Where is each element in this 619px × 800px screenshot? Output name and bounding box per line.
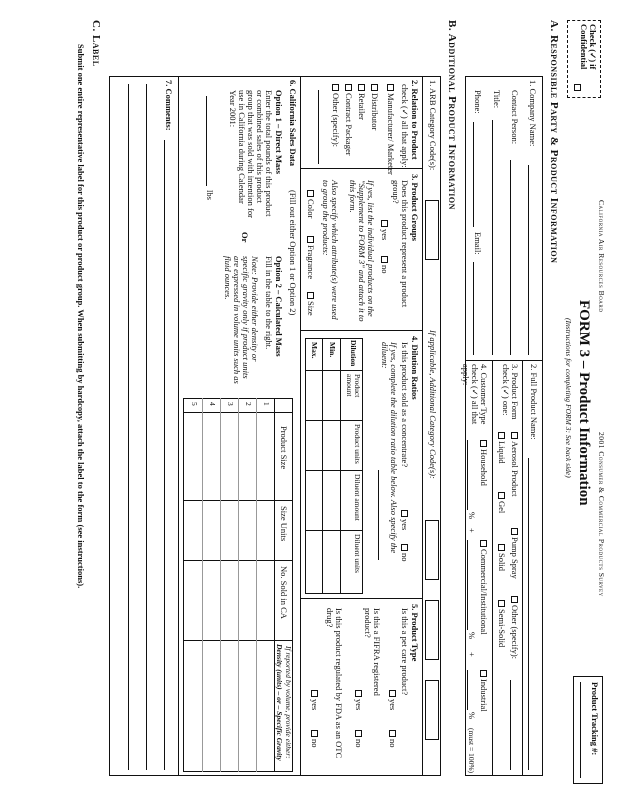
retailer-checkbox[interactable] [358,84,365,91]
dilution-title: 4. Dilution Ratios [410,336,420,400]
solid-checkbox[interactable] [498,544,505,551]
groups-yes[interactable] [380,220,389,240]
customer-type-label: 4. Customer Type check (✓) all that apply: [461,364,489,425]
attr-size[interactable] [306,292,315,316]
manufacturer-text: Manufacturer/ Marketer [386,93,396,175]
industrial-text: Industrial [479,679,489,712]
dilution-yes[interactable] [400,510,409,530]
form-other[interactable] [510,596,519,659]
form-aerosol[interactable] [510,432,519,496]
manufacturer-checkbox[interactable] [387,84,394,91]
dilution-no-checkbox[interactable] [401,544,408,551]
fda-yes-text: yes [310,699,320,711]
dil-row-min: Min. [328,342,337,358]
groups-title: 3. Product Groups [410,174,420,241]
groups-no-text: no [380,265,390,274]
title-field[interactable] [492,120,493,355]
color-text: Color [306,199,316,219]
additional-code-field-3[interactable] [425,680,439,740]
industrial-checkbox[interactable] [480,670,487,677]
size-text: Size [306,301,316,316]
attr-color[interactable] [306,190,315,218]
ptype-q3-no[interactable] [310,730,319,748]
additional-code-field-2[interactable] [425,600,439,660]
phone-label: Phone: [473,90,483,114]
sales-sub: (Fill out either Option 1 or Option 2) [288,190,298,316]
comments-field[interactable] [164,140,165,770]
additional-code-field-1[interactable] [425,520,439,580]
pet-no-checkbox[interactable] [389,730,396,737]
fifra-no-text: no [354,739,364,748]
email-label: Email: [473,232,483,255]
aerosol-text: Aerosol Product [510,441,520,497]
header-survey: 2001 Consumer & Commercial Products Survey [597,432,606,597]
row-1: 1 [262,402,271,406]
dilution-no-text: no [400,553,410,562]
groups-note2: Also specify which attribute(s) were used to group the products: [321,180,340,320]
household-pct: % [467,512,477,520]
groups-no-checkbox[interactable] [381,256,388,263]
relation-other-field[interactable] [318,90,319,164]
primary-code-field[interactable] [425,200,439,260]
sales-title: 6. California Sales Data [288,80,298,166]
confidential-checkbox[interactable] [574,84,581,91]
opt1-lbs-field[interactable] [206,96,207,186]
commercial-pct-field[interactable] [467,540,468,630]
form-instructions: (Instructions for completing FORM 3: See back side) [564,318,573,478]
commercial-pct: % [467,632,477,640]
packager-text: Contract Packager [344,93,354,156]
phone-field[interactable] [473,122,474,227]
aerosol-checkbox[interactable] [511,432,518,439]
section-a-title: A. Responsible Party & Product Information [548,20,560,264]
form-pump[interactable] [510,528,519,579]
dil-row-max: Max. [310,342,319,359]
form-gel[interactable] [497,492,506,513]
row-2: 2 [244,402,253,406]
solid-text: Solid [497,553,507,571]
distributor-text: Distributor [370,93,380,131]
cust-household[interactable] [479,440,488,486]
fifra-yes-checkbox[interactable] [355,690,362,697]
semisolid-checkbox[interactable] [498,600,505,607]
company-name-label: 1. Company Name: [528,80,538,147]
size-checkbox[interactable] [307,292,314,299]
ptype-q1-yes[interactable] [388,690,397,710]
pump-checkbox[interactable] [511,528,518,535]
ptype-q1: Is this a pet care product? [400,608,410,696]
dil-header-prod-units: Product units [353,424,362,464]
household-text: Household [479,449,489,486]
pump-text: Pump Spray [510,537,520,579]
relation-sub: check (✓) all that apply: [400,84,410,168]
attr-fragrance[interactable] [306,236,315,279]
opt2-note: Note: Provide either density or specific gravity only if product units are expressed in volume units such as fluid ounces. [223,256,260,384]
dilution-yes-text: yes [400,519,410,531]
opt2-title: Option 2 – Calculated Mass [274,256,284,357]
fda-no-text: no [310,739,320,748]
relation-other[interactable] [331,84,340,147]
fifra-yes-text: yes [354,699,364,711]
form-title: FORM 3 – Product Information [576,300,592,506]
cust-commercial[interactable] [479,540,488,634]
section-c-title: C. Label [90,20,102,67]
groups-no[interactable] [380,256,389,274]
plus-1: + [467,528,477,533]
ptype-title: 5. Product Type [410,604,420,662]
form-semisolid[interactable] [497,600,506,647]
dil-header-dil-amt: Diluent amount [353,474,362,521]
ptype-q2-no[interactable] [354,730,363,748]
or-text: Or [240,232,250,243]
commercial-checkbox[interactable] [480,540,487,547]
section-c-text: Submit one entire representative label for this product or product group. When submitting by hardcopy, attach the label to the form (see instructions). [76,44,86,589]
email-field[interactable] [473,262,474,355]
ptype-q1-no[interactable] [388,730,397,748]
row-5: 5 [190,402,199,406]
th-no-sold: No. Sold in CA [279,566,289,619]
th-size-units: Size Units [279,506,289,542]
other-form-field[interactable] [510,680,511,770]
distributor-checkbox[interactable] [371,84,378,91]
ptype-q3-yes[interactable] [310,690,319,710]
dilution-note: If yes, complete the dilution ratio table below. Also specify the diluent: [380,342,399,554]
groups-yes-text: yes [380,229,390,241]
comments-line-2[interactable] [146,84,147,770]
liquid-text: Liquid [497,441,507,464]
contact-person-label: Contact Person: [510,90,520,145]
opt2-text: Fill in the table to the right. [264,256,274,350]
full-product-name-label: 2. Full Product Name: [529,364,539,440]
ptype-q2: Is this a FIFRA registered product? [363,608,382,696]
pet-no-text: no [388,739,398,748]
fda-no-checkbox[interactable] [311,730,318,737]
pet-yes-text: yes [388,699,398,711]
comments-line-3[interactable] [128,84,129,770]
tracking-label: Product Tracking #: [590,682,600,756]
relation-other-text: Other (specify): [331,93,341,148]
dil-header-dilution: Dilution [349,340,358,367]
opt1-text: Enter the total pounds of this product or combined sales of this product group that was sold with intention for use in California during Calendar Year 2001: [228,90,274,218]
company-name-field[interactable] [528,165,529,355]
other-form-checkbox[interactable] [511,596,518,603]
form-liquid[interactable] [497,432,506,464]
pet-yes-checkbox[interactable] [389,690,396,697]
fifra-no-checkbox[interactable] [355,730,362,737]
dilution-yes-checkbox[interactable] [401,510,408,517]
product-form-label: 3. Product Form check (✓) one: [501,364,520,420]
diluent-field[interactable] [378,470,379,560]
ptype-q2-yes[interactable] [354,690,363,710]
comments-label: 7. Comments: [164,80,174,131]
additional-code-label: If applicable, Additional Category Code(s): [428,330,438,479]
other-form-text: Other (specify): [510,605,520,660]
contact-person-field[interactable] [510,160,511,355]
packager-checkbox[interactable] [345,84,352,91]
dil-header-prod-amt: Product amount [345,374,362,398]
household-pct-field[interactable] [467,440,468,510]
confidential-label: Check (✓) if Confidential [579,24,598,70]
section-b-title: B. Additional Product Information [446,20,458,210]
arb-code-label: 1. ARB Category Code(s): [428,80,438,171]
household-checkbox[interactable] [480,440,487,447]
dil-header-dil-units: Diluent units [353,534,362,573]
color-checkbox[interactable] [307,190,314,197]
fragrance-text: Fragrance [306,245,316,279]
gel-checkbox[interactable] [498,492,505,499]
row-3: 3 [226,402,235,406]
tracking-field[interactable] [580,682,581,778]
density-label: Density (units) – or – Specific Gravity [275,644,284,761]
industrial-pct: % [467,712,477,720]
opt1-lbs: lbs [205,190,215,200]
dilution-question: Is this product sold as a concentrate? [400,342,410,468]
relation-retailer[interactable] [357,84,366,120]
relation-manufacturer[interactable] [386,84,395,175]
title-label: Title: [492,90,502,109]
row-4: 4 [208,402,217,406]
industrial-pct-field[interactable] [467,670,468,710]
fda-yes-checkbox[interactable] [311,690,318,697]
opt1-title: Option 1 – Direct Mass [274,90,284,174]
liquid-checkbox[interactable] [498,432,505,439]
total-note: (must = 100%) [467,728,476,774]
semisolid-text: Semi-Solid [497,609,507,648]
full-product-name-field[interactable] [528,458,529,770]
commercial-text: Commercial/Institutional [479,549,489,635]
cust-industrial[interactable] [479,670,488,712]
th-product-size: Product Size [279,426,289,470]
fragrance-checkbox[interactable] [307,236,314,243]
groups-note1: If yes, list the individual products on the "Supplement to FORM 3" and attach it to this form. [348,180,376,322]
groups-question: Does this product represent a product group? [391,180,410,308]
gel-text: Gel [497,501,507,514]
density-note: If reported by volume, provide either: [284,646,293,759]
relation-title: 2. Relation to Product [410,80,420,160]
header-agency: California Air Resources Board [597,200,606,313]
dilution-no[interactable] [400,544,409,562]
plus-2: + [467,652,477,657]
relation-packager[interactable] [344,84,353,156]
relation-other-checkbox[interactable] [332,84,339,91]
groups-yes-checkbox[interactable] [381,220,388,227]
form-solid[interactable] [497,544,506,571]
ptype-q3: Is this product regulated by FDA as an OTC drug? [325,608,344,759]
retailer-text: Retailer [357,93,367,120]
relation-distributor[interactable] [370,84,379,130]
